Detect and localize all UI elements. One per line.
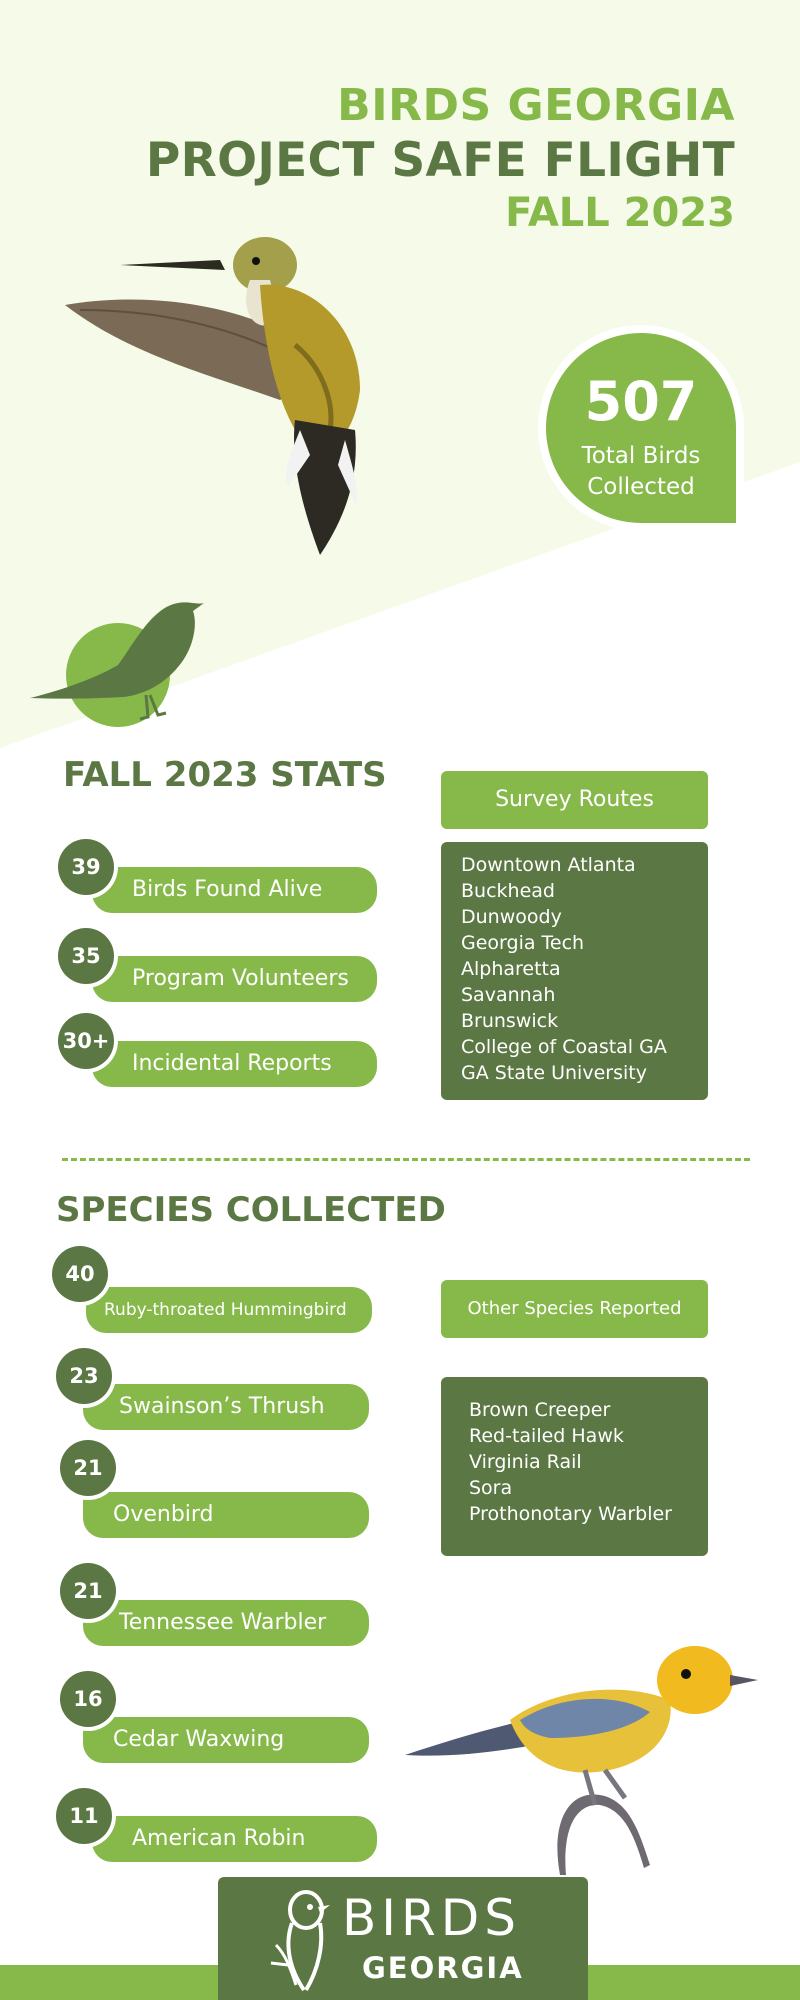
stat-label: Program Volunteers — [132, 966, 349, 991]
species-label: Ruby-throated Hummingbird — [104, 1300, 347, 1320]
other-species-item: Virginia Rail — [469, 1451, 582, 1473]
total-birds-number: 507 — [584, 370, 698, 433]
route-item: Buckhead — [461, 880, 555, 902]
footer-logo-text: BIRDS — [342, 1889, 522, 1947]
stat-label: Incidental Reports — [132, 1051, 332, 1076]
species-count-badge: 21 — [60, 1563, 116, 1619]
stat-label: Birds Found Alive — [132, 877, 323, 902]
species-label: Ovenbird — [113, 1502, 214, 1527]
stat-count-badge: 30+ — [58, 1013, 114, 1069]
species-count-badge: 23 — [56, 1348, 112, 1404]
route-item: Dunwoody — [461, 906, 562, 928]
species-pill — [83, 1384, 369, 1430]
survey-routes-title: Survey Routes — [441, 771, 708, 829]
hummingbird-image — [60, 225, 410, 565]
species-pill — [83, 1600, 369, 1646]
bird-logo-icon — [266, 1885, 336, 1997]
survey-routes-list — [441, 842, 708, 1100]
total-birds-label-1: Total Birds — [581, 443, 701, 469]
stat-count-badge: 39 — [58, 839, 114, 895]
species-pill — [83, 1717, 369, 1763]
other-species-item: Brown Creeper — [469, 1399, 611, 1421]
species-count-badge: 40 — [52, 1246, 108, 1302]
other-species-item: Red-tailed Hawk — [469, 1425, 624, 1447]
total-birds-badge — [546, 333, 736, 523]
section-divider — [62, 1158, 750, 1161]
species-label: Cedar Waxwing — [113, 1727, 285, 1752]
species-label: Tennessee Warbler — [119, 1610, 327, 1635]
other-species-item: Sora — [469, 1477, 513, 1499]
species-count-badge: 21 — [60, 1440, 116, 1496]
footer-logo — [218, 1877, 588, 2000]
other-species-item: Prothonotary Warbler — [469, 1503, 672, 1525]
page-title: PROJECT SAFE FLIGHT — [145, 133, 735, 188]
route-item: College of Coastal GA — [461, 1036, 667, 1058]
footer-logo-subtext: GEORGIA — [362, 1951, 524, 1985]
page-subtitle: FALL 2023 — [505, 190, 735, 236]
stat-count-badge: 35 — [58, 928, 114, 984]
route-item: GA State University — [461, 1062, 647, 1084]
other-species-list — [441, 1377, 708, 1556]
species-label: Swainson’s Thrush — [119, 1394, 325, 1419]
route-item: Georgia Tech — [461, 932, 585, 954]
stats-title: FALL 2023 STATS — [63, 755, 387, 795]
stat-pill — [92, 956, 377, 1002]
other-species-title: Other Species Reported — [441, 1280, 708, 1338]
species-title: SPECIES COLLECTED — [56, 1190, 446, 1230]
bird-silhouette-icon — [28, 595, 208, 730]
species-pill — [83, 1492, 369, 1538]
species-count-badge: 11 — [56, 1788, 112, 1844]
route-item: Savannah — [461, 984, 556, 1006]
species-pill — [86, 1287, 372, 1333]
stat-pill — [92, 867, 377, 913]
route-item: Brunswick — [461, 1010, 559, 1032]
warbler-image — [400, 1620, 760, 1880]
species-count-badge: 16 — [60, 1671, 116, 1727]
total-birds-label-2: Collected — [587, 474, 695, 500]
stat-pill — [92, 1041, 377, 1087]
route-item: Downtown Atlanta — [461, 854, 636, 876]
route-item: Alpharetta — [461, 958, 561, 980]
species-label: American Robin — [132, 1826, 306, 1851]
species-pill — [92, 1816, 377, 1862]
header-brand: BIRDS GEORGIA — [337, 80, 735, 131]
